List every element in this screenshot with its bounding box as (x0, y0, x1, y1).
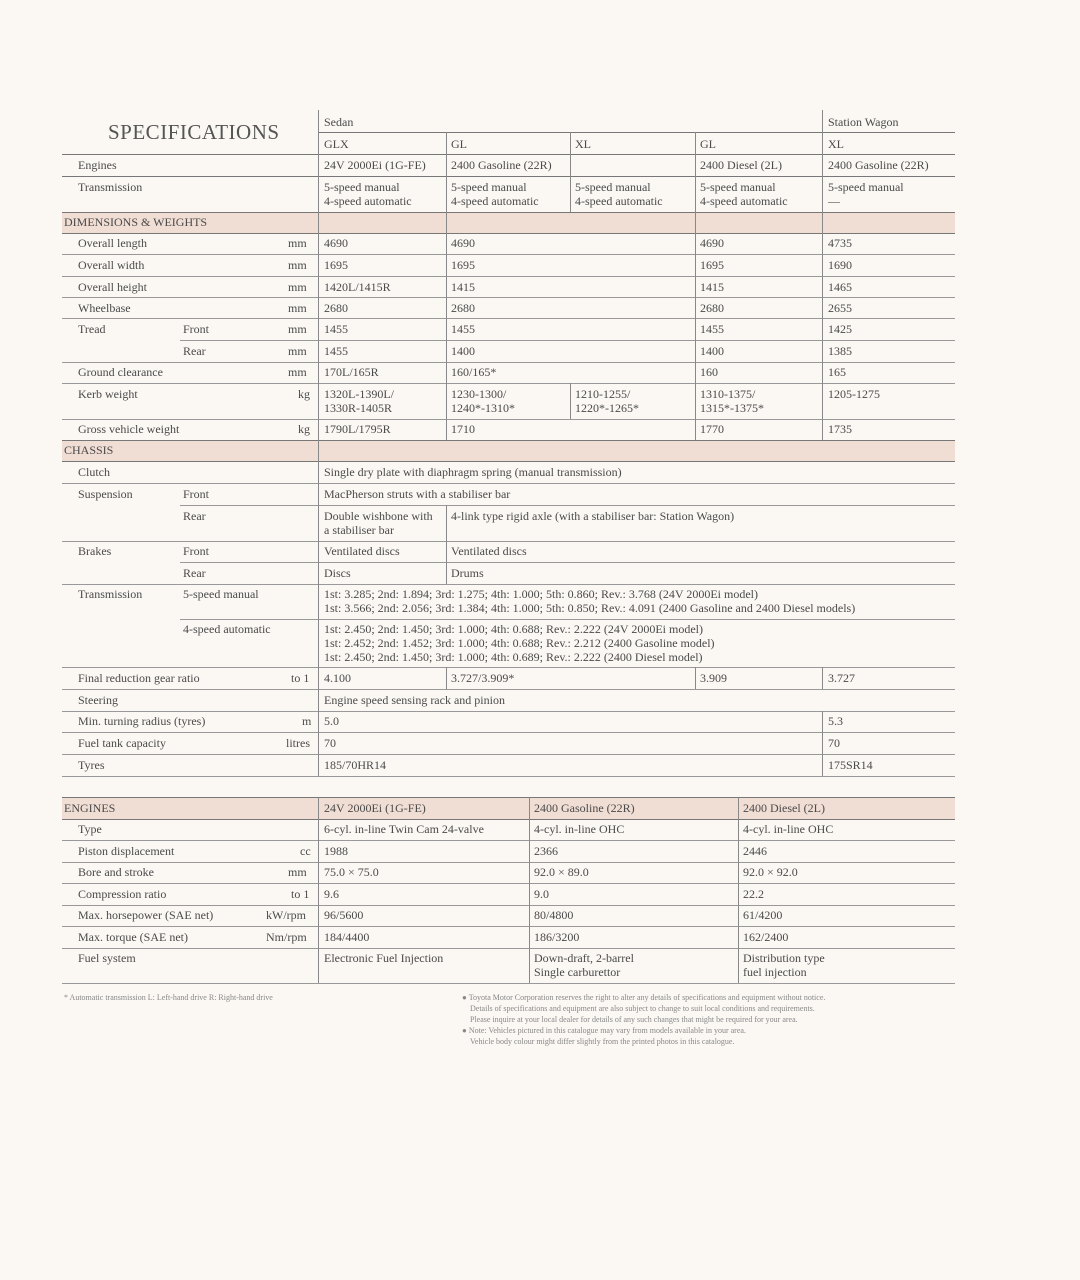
row-label: Overall width (78, 258, 145, 272)
row-label: Type (78, 822, 102, 836)
rule (62, 776, 955, 777)
cell: 1210-1255/ (575, 387, 631, 401)
rule (180, 340, 955, 341)
cell: Single carburettor (534, 965, 621, 979)
section-header-chassis: CHASSIS (64, 443, 114, 457)
row-label: Brakes (78, 544, 112, 558)
cell: 2680 (700, 301, 724, 315)
cell: 1320L-1390L/ (324, 387, 394, 401)
cell: 4-speed automatic (451, 194, 539, 208)
cell: 2680 (324, 301, 348, 315)
cell: 1690 (828, 258, 852, 272)
cell: 1735 (828, 422, 852, 436)
unit: to 1 (291, 887, 310, 901)
cell: 2655 (828, 301, 852, 315)
wagon-group-label: Station Wagon (828, 115, 899, 129)
cell: 4-cyl. in-line OHC (743, 822, 834, 836)
cell: 1205-1275 (828, 387, 880, 401)
cell: Double wishbone with (324, 509, 433, 523)
cell: 4690 (700, 236, 724, 250)
section-header-engines: ENGINES (64, 801, 116, 815)
cell: 1415 (700, 280, 724, 294)
sub-label: Rear (183, 344, 206, 358)
rule (62, 440, 955, 441)
unit: mm (288, 236, 307, 250)
rule (180, 562, 955, 563)
cell: 165 (828, 365, 846, 379)
cell: 2446 (743, 844, 767, 858)
rule (62, 883, 955, 884)
grade-glx: GLX (324, 137, 349, 151)
cell: 3.909 (700, 671, 727, 685)
cell: 61/4200 (743, 908, 783, 922)
column-divider (822, 711, 823, 776)
cell: 4735 (828, 236, 852, 250)
engine-col-header: 2400 Gasoline (22R) (534, 801, 635, 815)
cell: 4-speed automatic (324, 194, 412, 208)
rule (180, 505, 955, 506)
cell: 5-speed manual (451, 180, 527, 194)
cell: 92.0 × 92.0 (743, 865, 798, 879)
row-label: Fuel system (78, 951, 136, 965)
column-divider (318, 110, 319, 776)
cell: 162/2400 (743, 930, 789, 944)
cell: 1st: 2.450; 2nd: 1.450; 3rd: 1.000; 4th: 0.689; Rev.: 2.222 (2400 Diesel model) (324, 650, 703, 664)
unit: kW/rpm (266, 908, 306, 922)
cell: 1465 (828, 280, 852, 294)
cell: 1230-1300/ (451, 387, 507, 401)
cell: 160/165* (451, 365, 497, 379)
rule (62, 689, 955, 690)
rule (62, 584, 955, 585)
cell: MacPherson struts with a stabiliser bar (324, 487, 511, 501)
cell: Discs (324, 566, 351, 580)
rule (62, 862, 955, 863)
row-label: Steering (78, 693, 118, 707)
cell: 1400 (451, 344, 475, 358)
cell: 2680 (451, 301, 475, 315)
unit: m (302, 714, 312, 728)
cell: 1770 (700, 422, 724, 436)
cell: 1695 (324, 258, 348, 272)
cell: 1695 (451, 258, 475, 272)
rule (62, 983, 955, 984)
row-label: Min. turning radius (tyres) (78, 714, 206, 728)
unit: kg (298, 387, 310, 401)
footnote-line: ● Note: Vehicles pictured in this catalogue may vary from models available in your area. (462, 1026, 746, 1035)
cell: 9.0 (534, 887, 549, 901)
cell: 75.0 × 75.0 (324, 865, 379, 879)
row-label: Compression ratio (78, 887, 167, 901)
column-divider (446, 667, 447, 689)
cell: 1455 (451, 322, 475, 336)
sub-label: Front (183, 487, 210, 501)
column-divider (822, 110, 823, 440)
column-divider (695, 132, 696, 440)
sub-label: Front (183, 544, 210, 558)
engine-col-header: 24V 2000Ei (1G-FE) (324, 801, 426, 815)
cell: 186/3200 (534, 930, 580, 944)
rule (62, 840, 955, 841)
row-label: Overall length (78, 236, 147, 250)
row-label: Bore and stroke (78, 865, 154, 879)
unit: mm (288, 322, 307, 336)
cell: a stabiliser bar (324, 523, 394, 537)
column-divider (318, 797, 319, 983)
cell: 1710 (451, 422, 475, 436)
cell: 5.3 (828, 714, 843, 728)
cell: 1425 (828, 322, 852, 336)
rule (62, 541, 955, 542)
cell: 1st: 2.450; 2nd: 1.450; 3rd: 1.000; 4th: 0.688; Rev.: 2.222 (24V 2000Ei model) (324, 622, 703, 636)
row-label: Tread (78, 322, 106, 336)
engine-col-header: 2400 Diesel (2L) (743, 801, 825, 815)
cell: 170L/165R (324, 365, 379, 379)
row-label: Suspension (78, 487, 133, 501)
unit: mm (288, 865, 307, 879)
row-label: Tyres (78, 758, 105, 772)
row-label: Overall height (78, 280, 147, 294)
row-label: Fuel tank capacity (78, 736, 166, 750)
column-divider (822, 667, 823, 689)
cell: 5-speed manual (700, 180, 776, 194)
section-band (62, 440, 955, 461)
cell: 22.2 (743, 887, 764, 901)
cell: Engine speed sensing rack and pinion (324, 693, 505, 707)
cell: 5-speed manual (575, 180, 651, 194)
cell: 3.727/3.909* (451, 671, 515, 685)
grade-xl: XL (575, 137, 591, 151)
cell: 1240*-1310* (451, 401, 515, 415)
cell: 1420L/1415R (324, 280, 391, 294)
footnote-line: Vehicle body colour might differ slightly from the printed photos in this catalogue. (470, 1037, 735, 1046)
cell: 1415 (451, 280, 475, 294)
row-label: Final reduction gear ratio (78, 671, 200, 685)
grade-xl-wagon: XL (828, 137, 844, 151)
column-divider (695, 667, 696, 689)
cell: 4690 (324, 236, 348, 250)
unit: mm (288, 301, 307, 315)
cell: 184/4400 (324, 930, 370, 944)
cell: 1310-1375/ (700, 387, 756, 401)
unit: litres (286, 736, 310, 750)
column-divider (446, 132, 447, 440)
row-label: Piston displacement (78, 844, 175, 858)
cell: 185/70HR14 (324, 758, 387, 772)
cell: 1988 (324, 844, 348, 858)
cell: 1st: 2.452; 2nd: 1.452; 3rd: 1.000; 4th: 0.688; Rev.: 2.212 (2400 Gasoline model) (324, 636, 715, 650)
cell: 4-speed automatic (700, 194, 788, 208)
sub-label: 5-speed manual (183, 587, 259, 601)
cell: Distribution type (743, 951, 825, 965)
cell: 1455 (324, 344, 348, 358)
unit: mm (288, 258, 307, 272)
row-label: Clutch (78, 465, 110, 479)
cell: 80/4800 (534, 908, 574, 922)
cell: 4-speed automatic (575, 194, 663, 208)
column-divider (570, 132, 571, 212)
cell: fuel injection (743, 965, 807, 979)
cell: 70 (828, 736, 840, 750)
cell: 9.6 (324, 887, 339, 901)
column-divider (529, 797, 530, 983)
column-divider (738, 797, 739, 983)
rule (62, 948, 955, 949)
cell: 1385 (828, 344, 852, 358)
cell: 2400 Diesel (2L) (700, 158, 782, 172)
cell: 160 (700, 365, 718, 379)
cell: 6-cyl. in-line Twin Cam 24-valve (324, 822, 484, 836)
cell: 4-cyl. in-line OHC (534, 822, 625, 836)
cell: 96/5600 (324, 908, 364, 922)
sub-label: Front (183, 322, 210, 336)
row-label: Max. torque (SAE net) (78, 930, 188, 944)
footnote-legend: * Automatic transmission L: Left-hand drive R: Right-hand drive (64, 993, 273, 1002)
row-label: Wheelbase (78, 301, 131, 315)
column-divider (446, 505, 447, 584)
cell: 4.100 (324, 671, 351, 685)
cell: — (828, 194, 840, 208)
footnote-line: Please inquire at your local dealer for details of any such changes that might be required for your area. (470, 1015, 798, 1024)
unit: mm (288, 280, 307, 294)
cell: 5.0 (324, 714, 339, 728)
sub-label: 4-speed automatic (183, 622, 271, 636)
cell: 4-link type rigid axle (with a stabiliser bar: Station Wagon) (451, 509, 735, 523)
cell: 3.727 (828, 671, 855, 685)
unit: cc (300, 844, 311, 858)
rule (62, 819, 955, 820)
cell: 175SR14 (828, 758, 873, 772)
section-header-dimensions: DIMENSIONS & WEIGHTS (64, 215, 208, 229)
row-label: Gross vehicle weight (78, 422, 180, 436)
rule (62, 905, 955, 906)
rule (318, 132, 955, 133)
cell: Ventilated discs (451, 544, 527, 558)
cell: 5-speed manual (828, 180, 904, 194)
cell: 5-speed manual (324, 180, 400, 194)
unit: mm (288, 365, 307, 379)
cell: 1790L/1795R (324, 422, 391, 436)
footnote-line: Details of specifications and equipment are also subject to change to suit local conditions and requirements. (470, 1004, 815, 1013)
cell: 92.0 × 89.0 (534, 865, 589, 879)
rule (62, 461, 955, 462)
cell: 1315*-1375* (700, 401, 764, 415)
rule (180, 619, 955, 620)
cell: 1400 (700, 344, 724, 358)
cell: 1330R-1405R (324, 401, 393, 415)
cell: 4690 (451, 236, 475, 250)
cell: Electronic Fuel Injection (324, 951, 444, 965)
cell: 2400 Gasoline (22R) (828, 158, 929, 172)
cell: 2400 Gasoline (22R) (451, 158, 552, 172)
column-divider (570, 383, 571, 419)
cell: Single dry plate with diaphragm spring (manual transmission) (324, 465, 622, 479)
rule (62, 483, 955, 484)
cell: Drums (451, 566, 484, 580)
row-label: Max. horsepower (SAE net) (78, 908, 214, 922)
cell: 1455 (324, 322, 348, 336)
cell: 24V 2000Ei (1G-FE) (324, 158, 426, 172)
row-label: Ground clearance (78, 365, 163, 379)
sub-label: Rear (183, 566, 206, 580)
cell: 1st: 3.285; 2nd: 1.894; 3rd: 1.275; 4th: 1.000; 5th: 0.860; Rev.: 3.768 (24V 2000Ei model) (324, 587, 758, 601)
cell: 1455 (700, 322, 724, 336)
unit: to 1 (291, 671, 310, 685)
footnote-line: ● Toyota Motor Corporation reserves the right to alter any details of specifications and equipment without notice. (462, 993, 826, 1002)
rule (62, 797, 955, 798)
sub-label: Rear (183, 509, 206, 523)
row-label: Engines (78, 158, 117, 172)
cell: Down-draft, 2-barrel (534, 951, 634, 965)
cell: 70 (324, 736, 336, 750)
grade-gl: GL (451, 137, 467, 151)
unit: kg (298, 422, 310, 436)
row-label: Kerb weight (78, 387, 138, 401)
sedan-group-label: Sedan (324, 115, 354, 129)
row-label: Transmission (78, 587, 143, 601)
cell: 1220*-1265* (575, 401, 639, 415)
rule (62, 926, 955, 927)
grade-gl-diesel: GL (700, 137, 716, 151)
row-label: Transmission (78, 180, 143, 194)
unit: mm (288, 344, 307, 358)
cell: 1st: 3.566; 2nd: 2.056; 3rd: 1.384; 4th: 1.000; 5th: 0.850; Rev.: 4.091 (2400 Gasoline and 2400 Diesel models) (324, 601, 856, 615)
unit: Nm/rpm (266, 930, 307, 944)
cell: Ventilated discs (324, 544, 400, 558)
cell: 1695 (700, 258, 724, 272)
cell: 2366 (534, 844, 558, 858)
page-title: SPECIFICATIONS (108, 120, 280, 144)
